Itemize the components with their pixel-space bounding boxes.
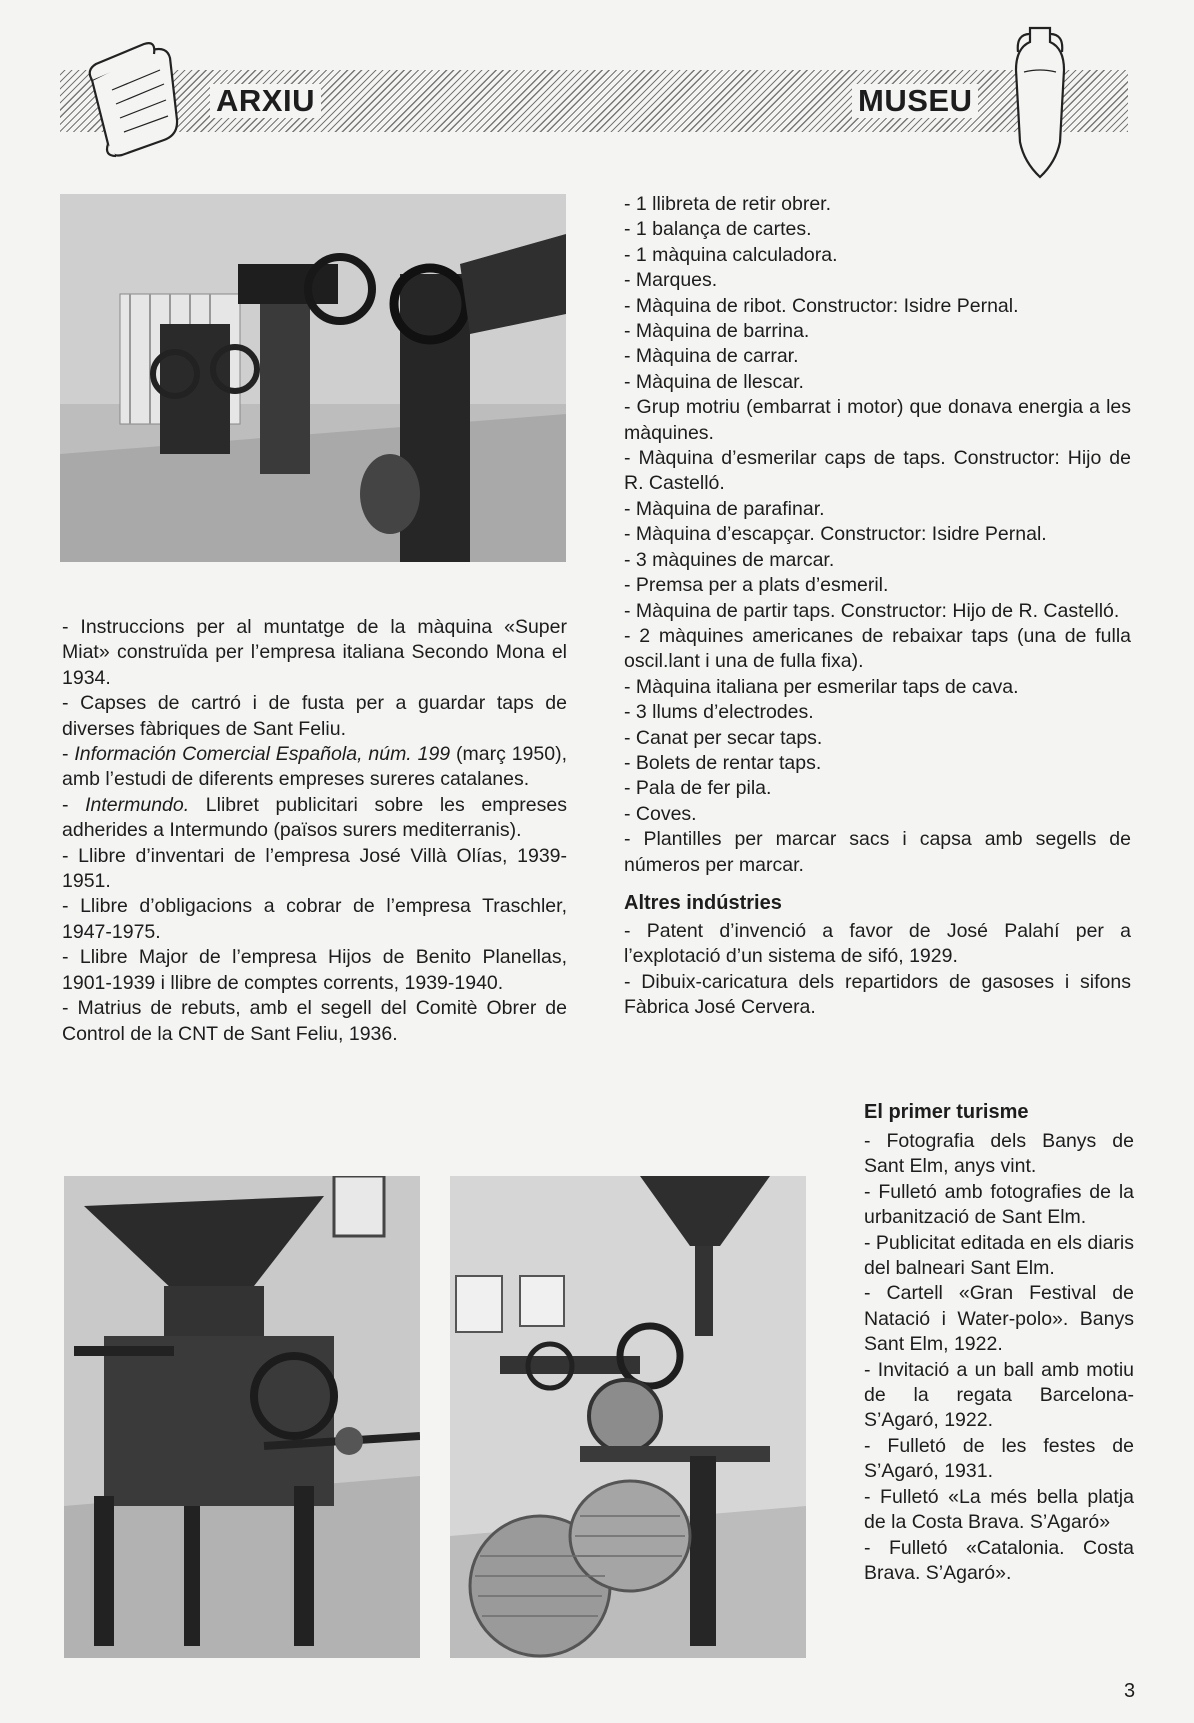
list-item: - Màquina de carrar. bbox=[624, 345, 799, 368]
list-item: - 1 balança de cartes. bbox=[624, 218, 812, 241]
list-item: - 3 llums d’electrodes. bbox=[624, 701, 814, 724]
page-number: 3 bbox=[1124, 1680, 1136, 1702]
list-item: - Capses de cartró i de fusta per a guardar taps de diverses fàbriques de Sant Feliu. bbox=[62, 692, 567, 740]
list-item: - Màquina italiana per esmerilar taps de cava. bbox=[624, 675, 1019, 698]
list-item: - Información Comercial Española, núm. 199 (març 1950), amb l’estudi de diferents empreses sureres catalanes. bbox=[62, 743, 568, 791]
list-item: - Màquina de parafinar. bbox=[624, 497, 825, 520]
heading-altres-industries: Altres indústries bbox=[624, 891, 782, 914]
photo-hopper-machine bbox=[64, 1176, 420, 1658]
list-item: - Màquina d’escapçar. Constructor: Isidre Pernal. bbox=[624, 523, 1047, 546]
list-item: - Fotografia dels Banys de Sant Elm, anys vint. bbox=[864, 1130, 1134, 1178]
scroll-icon bbox=[82, 40, 202, 160]
list-item: - Dibuix-caricatura dels repartidors de gasoses i sifons Fàbrica José Cervera. bbox=[624, 970, 1131, 1019]
list-item: - Llibre d’obligacions a cobrar de l’empresa Traschler, 1947-1975. bbox=[62, 895, 567, 943]
list-item: - Plantilles per marcar sacs i capsa amb segells de números per marcar. bbox=[624, 828, 1131, 876]
list-item: - Marques. bbox=[624, 269, 718, 292]
list-item: - 3 màquines de marcar. bbox=[624, 548, 835, 571]
section-title-arxiu: ARXIU bbox=[210, 84, 321, 118]
list-item: - Instruccions per al muntatge de la màquina «Super Miat» construïda per l’empresa italiana Secondo Mona el 1934. bbox=[62, 616, 567, 689]
photo-museum-machines bbox=[60, 194, 566, 562]
museu-list bbox=[624, 192, 1131, 1021]
list-item: - Màquina de partir taps. Constructor: Hijo de R. Castelló. bbox=[624, 599, 1120, 622]
list-item: - Pala de fer pila. bbox=[624, 777, 772, 800]
amphora-icon bbox=[1010, 22, 1070, 182]
list-item: - Màquina de ribot. Constructor: Isidre Pernal. bbox=[624, 294, 1019, 317]
list-item: - Màquina de barrina. bbox=[624, 320, 810, 343]
list-item: - Premsa per a plats d’esmeril. bbox=[624, 574, 889, 597]
photo-grinder-baskets bbox=[450, 1176, 806, 1658]
arxiu-list bbox=[62, 615, 567, 1047]
list-item: - Coves. bbox=[624, 802, 697, 825]
list-item: - Màquina d’esmerilar caps de taps. Constructor: Hijo de R. Castelló. bbox=[624, 447, 1131, 495]
list-item: - 1 màquina calculadora. bbox=[624, 243, 838, 266]
list-item: - Matrius de rebuts, amb el segell del Comitè Obrer de Control de la CNT de Sant Feliu, 1936. bbox=[62, 997, 567, 1045]
list-item: - Canat per secar taps. bbox=[624, 726, 823, 749]
list-item: - Fulletó «Catalonia. Costa Brava. S’Agaró». bbox=[864, 1536, 1134, 1584]
turisme-list bbox=[864, 1099, 1134, 1586]
list-item: - Fulletó de les festes de S’Agaró, 1931. bbox=[864, 1434, 1134, 1483]
list-item: - Llibre Major de l’empresa Hijos de Benito Planellas, 1901-1939 i llibre de comptes corrents, 1939-1940. bbox=[62, 946, 567, 994]
list-item: - Grup motriu (embarrat i motor) que donava energia a les màquines. bbox=[624, 396, 1131, 444]
list-item: - Publicitat editada en els diaris del balneari Sant Elm. bbox=[864, 1231, 1134, 1280]
list-item: - 2 màquines americanes de rebaixar taps (una de fulla oscil.lant i una de fulla fixa). bbox=[624, 624, 1131, 673]
list-item: - Invitació a un ball amb motiu de la regata Barcelona-S’Agaró, 1922. bbox=[864, 1358, 1134, 1432]
list-item: - Cartell «Gran Festival de Natació i Water-polo». Banys Sant Elm, 1922. bbox=[864, 1282, 1134, 1356]
list-item: - Bolets de rentar taps. bbox=[624, 751, 822, 774]
section-title-museu: MUSEU bbox=[852, 84, 978, 118]
list-item: - Màquina de llescar. bbox=[624, 370, 804, 393]
list-item: - Fulletó amb fotografies de la urbanització de Sant Elm. bbox=[864, 1180, 1134, 1229]
list-item: - 1 llibreta de retir obrer. bbox=[624, 193, 832, 215]
heading-primer-turisme: El primer turisme bbox=[864, 1101, 1029, 1123]
list-item: - Llibre d’inventari de l’empresa José Villà Olías, 1939-1951. bbox=[62, 844, 567, 893]
list-item: - Patent d’invenció a favor de José Palahí per a l’explotació d’un sistema de sifó, 1929. bbox=[624, 919, 1131, 968]
list-item: - Intermundo. Llibret publicitari sobre les empreses adherides a Intermundo (països surers mediterranis). bbox=[62, 793, 567, 842]
list-item: - Fulletó «La més bella platja de la Costa Brava. S’Agaró» bbox=[864, 1485, 1134, 1534]
